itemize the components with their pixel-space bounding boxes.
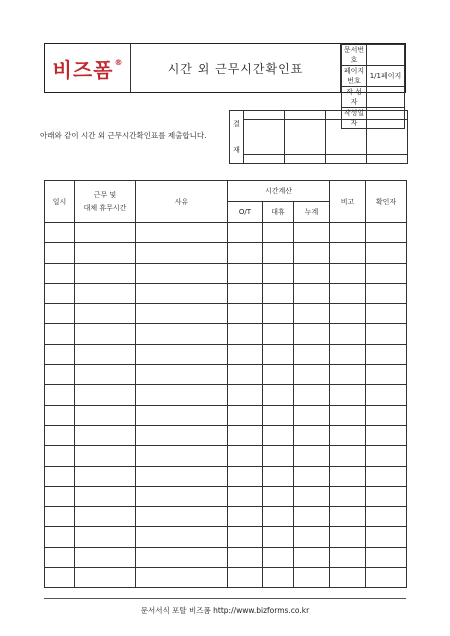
- table-cell[interactable]: [136, 486, 228, 506]
- table-cell[interactable]: [366, 304, 407, 324]
- table-cell[interactable]: [294, 385, 330, 405]
- table-cell[interactable]: [366, 263, 407, 283]
- table-cell[interactable]: [45, 344, 75, 364]
- header-note: 비고: [330, 181, 366, 223]
- table-cell[interactable]: [75, 527, 136, 547]
- table-cell[interactable]: [263, 425, 294, 445]
- table-row: [45, 405, 407, 425]
- table-cell[interactable]: [75, 405, 136, 425]
- table-cell[interactable]: [330, 344, 366, 364]
- approval-title-cell[interactable]: [326, 111, 367, 120]
- approval-title-cell[interactable]: [244, 111, 285, 120]
- table-cell[interactable]: [366, 405, 407, 425]
- table-cell[interactable]: [136, 446, 228, 466]
- table-cell[interactable]: [263, 507, 294, 527]
- logo: [45, 44, 131, 92]
- approval-sign-cell[interactable]: [244, 120, 285, 154]
- table-cell[interactable]: [263, 568, 294, 588]
- table-cell[interactable]: [228, 527, 263, 547]
- header-work-hours: [75, 181, 136, 223]
- logo-text: 비즈폼: [52, 57, 114, 82]
- table-cell[interactable]: [263, 304, 294, 324]
- table-cell[interactable]: [263, 243, 294, 263]
- table-row: [45, 466, 407, 486]
- approval-title-cell[interactable]: [285, 111, 326, 120]
- table-cell[interactable]: [228, 365, 263, 385]
- table-cell[interactable]: [263, 486, 294, 506]
- table-cell[interactable]: [75, 283, 136, 303]
- table-row: [45, 283, 407, 303]
- table-cell[interactable]: [366, 223, 407, 243]
- table-cell[interactable]: [330, 243, 366, 263]
- table-row: [45, 568, 407, 588]
- table-cell[interactable]: [136, 507, 228, 527]
- table-cell[interactable]: [75, 304, 136, 324]
- table-cell[interactable]: [330, 507, 366, 527]
- table-cell[interactable]: [228, 507, 263, 527]
- table-cell[interactable]: [136, 304, 228, 324]
- table-cell[interactable]: [228, 486, 263, 506]
- table-cell[interactable]: [294, 446, 330, 466]
- header-work-hours-line2: 대체 휴무시간: [83, 204, 127, 212]
- table-cell[interactable]: [45, 466, 75, 486]
- table-cell[interactable]: [294, 547, 330, 567]
- table-row: [45, 425, 407, 445]
- table-cell[interactable]: [263, 223, 294, 243]
- table-cell[interactable]: [75, 223, 136, 243]
- table-cell[interactable]: [45, 385, 75, 405]
- meta-value-author[interactable]: [366, 87, 404, 108]
- table-cell[interactable]: [366, 324, 407, 344]
- meta-label-date: 작성일자: [342, 108, 367, 129]
- table-cell[interactable]: [228, 304, 263, 324]
- table-cell[interactable]: [366, 507, 407, 527]
- table-cell[interactable]: [330, 283, 366, 303]
- table-cell[interactable]: [366, 243, 407, 263]
- table-cell[interactable]: [75, 263, 136, 283]
- table-cell[interactable]: [294, 466, 330, 486]
- table-cell[interactable]: [228, 466, 263, 486]
- table-row: [45, 446, 407, 466]
- table-cell[interactable]: [330, 486, 366, 506]
- table-cell[interactable]: [45, 486, 75, 506]
- table-row: [45, 385, 407, 405]
- meta-label-author: 작 성 자: [342, 87, 367, 108]
- table-cell[interactable]: [136, 547, 228, 567]
- header-cumulative: 누계: [294, 202, 330, 223]
- table-cell[interactable]: [45, 365, 75, 385]
- approval-side-label-bottom: 재: [233, 146, 240, 154]
- table-cell[interactable]: [294, 486, 330, 506]
- table-cell[interactable]: [294, 344, 330, 364]
- approval-sign-cell[interactable]: [326, 120, 367, 154]
- table-cell[interactable]: [228, 344, 263, 364]
- table-cell[interactable]: [228, 385, 263, 405]
- table-cell[interactable]: [366, 486, 407, 506]
- table-cell[interactable]: [136, 344, 228, 364]
- table-cell[interactable]: [294, 507, 330, 527]
- table-cell[interactable]: [75, 324, 136, 344]
- table-cell[interactable]: [228, 405, 263, 425]
- table-cell[interactable]: [263, 263, 294, 283]
- table-cell[interactable]: [330, 385, 366, 405]
- table-cell[interactable]: [45, 507, 75, 527]
- table-cell[interactable]: [330, 446, 366, 466]
- table-cell[interactable]: [294, 283, 330, 303]
- table-cell[interactable]: [136, 425, 228, 445]
- table-row: [45, 365, 407, 385]
- approval-date-cell[interactable]: [285, 154, 326, 163]
- table-cell[interactable]: [75, 507, 136, 527]
- table-cell[interactable]: [45, 568, 75, 588]
- table-cell[interactable]: [330, 304, 366, 324]
- table-cell[interactable]: [136, 365, 228, 385]
- table-cell[interactable]: [75, 547, 136, 567]
- approval-date-cell[interactable]: [244, 154, 285, 163]
- table-row: [45, 344, 407, 364]
- table-cell[interactable]: [263, 283, 294, 303]
- table-cell[interactable]: [45, 405, 75, 425]
- table-cell[interactable]: [330, 365, 366, 385]
- table-cell[interactable]: [330, 425, 366, 445]
- registered-mark: ®: [114, 57, 123, 67]
- table-cell[interactable]: [330, 223, 366, 243]
- table-cell[interactable]: [136, 385, 228, 405]
- approval-side-label-top: 결: [233, 120, 240, 128]
- meta-value-date[interactable]: . . .: [366, 108, 404, 129]
- meta-label-doc-number: 문서번호: [342, 45, 367, 66]
- table-row: [45, 547, 407, 567]
- table-cell[interactable]: [366, 527, 407, 547]
- table-row: [45, 304, 407, 324]
- approval-date-cell[interactable]: [326, 154, 367, 163]
- table-cell[interactable]: [228, 263, 263, 283]
- table-row: [45, 243, 407, 263]
- table-cell[interactable]: [45, 283, 75, 303]
- header-ot: O/T: [228, 202, 263, 223]
- table-cell[interactable]: [263, 466, 294, 486]
- table-cell[interactable]: [45, 223, 75, 243]
- approval-sign-cell[interactable]: [367, 120, 408, 154]
- approval-sign-cell[interactable]: [285, 120, 326, 154]
- table-cell[interactable]: [45, 425, 75, 445]
- header-work-hours-line1: 근무 및: [93, 191, 117, 199]
- table-cell[interactable]: [228, 324, 263, 344]
- meta-value-doc-number[interactable]: [366, 45, 404, 66]
- table-cell[interactable]: [294, 365, 330, 385]
- table-row: [45, 486, 407, 506]
- table-cell[interactable]: [263, 446, 294, 466]
- table-cell[interactable]: [330, 324, 366, 344]
- table-cell[interactable]: [330, 466, 366, 486]
- table-cell[interactable]: [228, 547, 263, 567]
- table-cell[interactable]: [263, 344, 294, 364]
- approval-box: [229, 110, 408, 164]
- table-cell[interactable]: [136, 568, 228, 588]
- meta-value-page-number: 1/1페이지: [366, 66, 404, 87]
- table-cell[interactable]: [136, 243, 228, 263]
- table-cell[interactable]: [366, 344, 407, 364]
- table-cell[interactable]: [294, 405, 330, 425]
- table-cell[interactable]: [294, 324, 330, 344]
- table-cell[interactable]: [75, 243, 136, 263]
- footer-text: 문서서식 포탈 비즈폼 http://www.bizforms.co.kr: [140, 606, 310, 615]
- table-cell[interactable]: [366, 283, 407, 303]
- table-cell[interactable]: [45, 527, 75, 547]
- table-cell[interactable]: [330, 405, 366, 425]
- table-cell[interactable]: [136, 466, 228, 486]
- table-cell[interactable]: [45, 547, 75, 567]
- table-body: [45, 223, 407, 588]
- table-cell[interactable]: [330, 527, 366, 547]
- table-row: [45, 527, 407, 547]
- table-cell[interactable]: [75, 466, 136, 486]
- table-cell[interactable]: [228, 568, 263, 588]
- table-cell[interactable]: [136, 223, 228, 243]
- table-cell[interactable]: [136, 405, 228, 425]
- table-cell[interactable]: [45, 263, 75, 283]
- table-cell[interactable]: [75, 568, 136, 588]
- footer-divider: [44, 598, 406, 599]
- table-cell[interactable]: [366, 568, 407, 588]
- table-row: [45, 223, 407, 243]
- table-cell[interactable]: [330, 263, 366, 283]
- header-date: 일시: [45, 181, 75, 223]
- table-cell[interactable]: [366, 446, 407, 466]
- header-confirm: 확인자: [366, 181, 407, 223]
- table-cell[interactable]: [75, 486, 136, 506]
- meta-label-page-number: 페이지번호: [342, 66, 367, 87]
- table-cell[interactable]: [263, 365, 294, 385]
- approval-side-label: [230, 111, 244, 164]
- table-cell[interactable]: [294, 263, 330, 283]
- table-row: [45, 507, 407, 527]
- table-cell[interactable]: [294, 223, 330, 243]
- table-cell[interactable]: [45, 304, 75, 324]
- table-cell[interactable]: [136, 527, 228, 547]
- table-cell[interactable]: [136, 263, 228, 283]
- table-cell[interactable]: [263, 405, 294, 425]
- table-cell[interactable]: [330, 547, 366, 567]
- table-cell[interactable]: [228, 283, 263, 303]
- submission-statement: 아래와 같이 시간 외 근무시간확인표를 제출합니다.: [40, 131, 207, 140]
- table-cell[interactable]: [294, 425, 330, 445]
- table-cell[interactable]: [294, 568, 330, 588]
- table-cell[interactable]: [263, 547, 294, 567]
- approval-title-cell[interactable]: [367, 111, 408, 120]
- overtime-table: [44, 180, 407, 588]
- table-cell[interactable]: [263, 324, 294, 344]
- table-cell[interactable]: [228, 446, 263, 466]
- header-time-calc: 시간계산: [228, 181, 330, 202]
- approval-date-cell[interactable]: [367, 154, 408, 163]
- table-cell[interactable]: [75, 344, 136, 364]
- table-cell[interactable]: [294, 243, 330, 263]
- table-cell[interactable]: [45, 243, 75, 263]
- table-cell[interactable]: [263, 385, 294, 405]
- table-cell[interactable]: [366, 547, 407, 567]
- table-cell[interactable]: [136, 283, 228, 303]
- table-cell[interactable]: [45, 446, 75, 466]
- table-cell[interactable]: [366, 425, 407, 445]
- header-reason: 사유: [136, 181, 228, 223]
- table-cell[interactable]: [294, 527, 330, 547]
- table-cell[interactable]: [75, 425, 136, 445]
- table-cell[interactable]: [366, 385, 407, 405]
- table-cell[interactable]: [228, 425, 263, 445]
- table-cell[interactable]: [294, 304, 330, 324]
- table-cell[interactable]: [330, 568, 366, 588]
- table-cell[interactable]: [75, 365, 136, 385]
- table-row: [45, 263, 407, 283]
- table-cell[interactable]: [75, 385, 136, 405]
- header-substitute-leave: 대휴: [263, 202, 294, 223]
- table-cell[interactable]: [45, 324, 75, 344]
- table-cell[interactable]: [136, 324, 228, 344]
- table-cell[interactable]: [75, 446, 136, 466]
- table-cell[interactable]: [263, 527, 294, 547]
- document-header: [44, 43, 406, 127]
- table-cell[interactable]: [366, 466, 407, 486]
- table-row: [45, 324, 407, 344]
- table-cell[interactable]: [366, 365, 407, 385]
- table-cell[interactable]: [228, 243, 263, 263]
- table-cell[interactable]: [228, 223, 263, 243]
- document-title: 시간 외 근무시간확인표: [131, 44, 341, 92]
